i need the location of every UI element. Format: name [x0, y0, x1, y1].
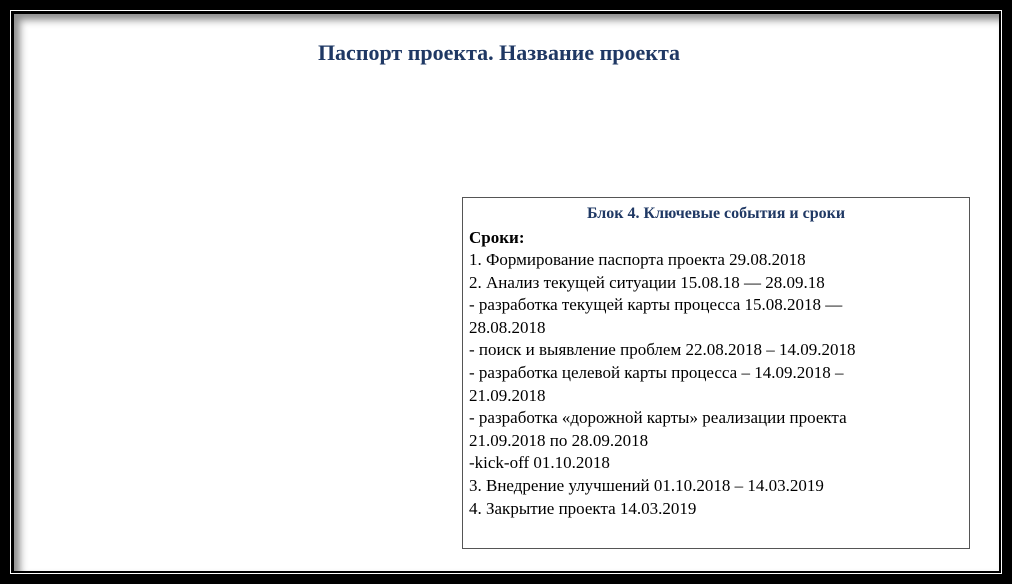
deadline-line: - разработка «дорожной карты» реализации проекта — [469, 408, 847, 428]
block-title: Блок 4. Ключевые события и сроки — [586, 205, 846, 222]
deadline-line: 28.08.2018 — [469, 317, 546, 337]
deadline-line: - разработка текущей карты процесса 15.08.2018 — — [469, 295, 843, 315]
deadline-line: - разработка целевой карты процесса – 14.09.2018 – — [469, 362, 844, 382]
deadline-line: - поиск и выявление проблем 22.08.2018 – 14.09.2018 — [469, 340, 856, 360]
deadline-line: 21.09.2018 по 28.09.2018 — [469, 430, 649, 450]
deadlines-label: Сроки: — [469, 228, 525, 247]
deadline-line: 21.09.2018 — [469, 385, 546, 405]
deadline-line: -kick-off 01.10.2018 — [469, 453, 610, 473]
deadline-line: 4. Закрытие проекта 14.03.2019 — [469, 498, 697, 518]
deadline-line: 2. Анализ текущей ситуации 15.08.18 — 28.09.18 — [469, 272, 825, 292]
deadline-line: 3. Внедрение улучшений 01.10.2018 – 14.03.2019 — [469, 475, 824, 495]
slide — [14, 14, 999, 571]
deadline-line: 1. Формирование паспорта проекта 29.08.2018 — [469, 250, 806, 269]
key-events-block — [462, 197, 970, 549]
deadlines-list — [463, 249, 969, 520]
page-title: Паспорт проекта. Название проекта — [317, 40, 681, 65]
